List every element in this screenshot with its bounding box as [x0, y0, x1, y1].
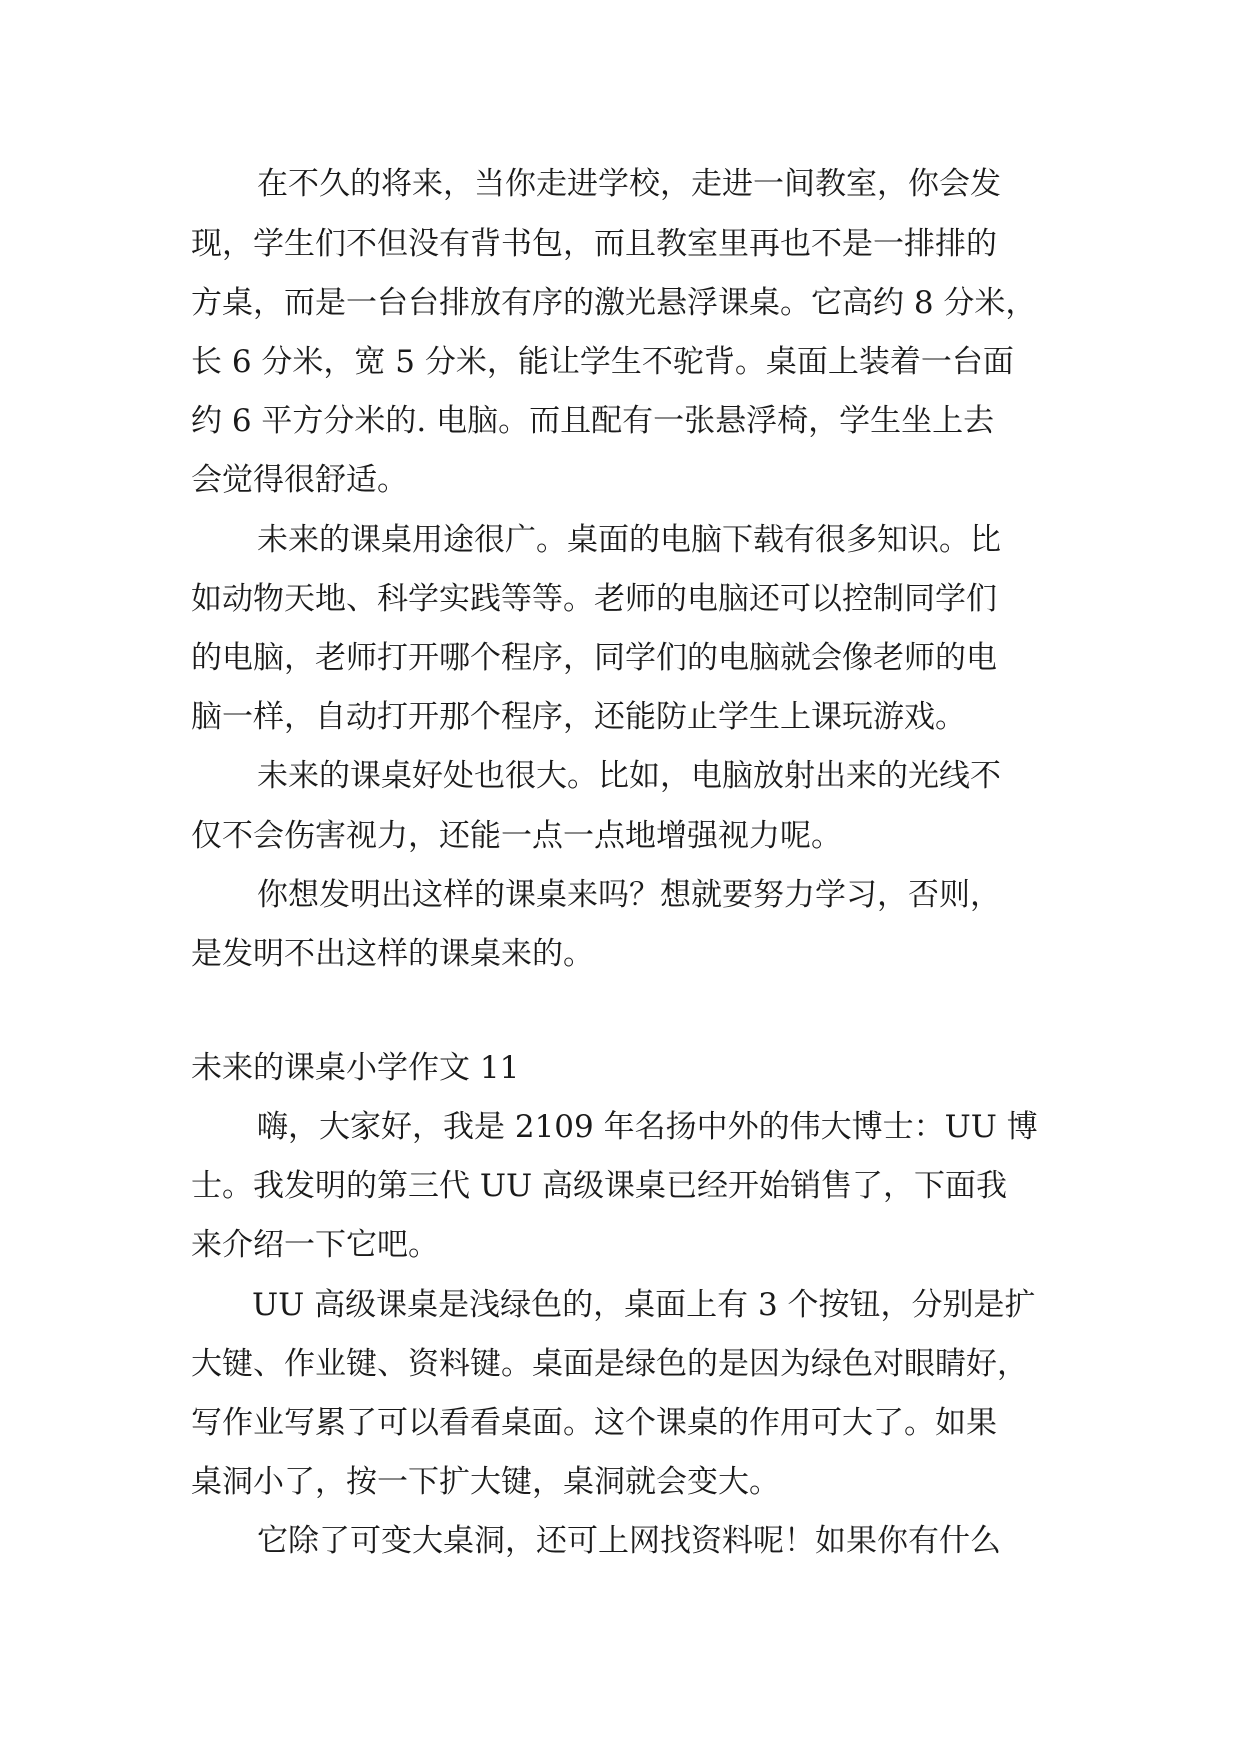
paragraph-line: 是发明不出这样的课桌来的。 [191, 936, 594, 972]
paragraph-line: 仅不会伤害视力，还能一点一点地增强视力呢。 [191, 818, 842, 854]
paragraph-line: 如动物天地、科学实践等等。老师的电脑还可以控制同学们 [191, 581, 997, 617]
paragraph-line: 脑一样，自动打开那个程序，还能防止学生上课玩游戏。 [191, 699, 966, 735]
paragraph-line: 嗨，大家好，我是 2109 年名扬中外的伟大博士：UU 博 [257, 1109, 1038, 1145]
paragraph-line: 未来的课桌好处也很大。比如，电脑放射出来的光线不 [257, 758, 1001, 794]
paragraph-line: 士。我发明的第三代 UU 高级课桌已经开始销售了，下面我 [191, 1168, 1007, 1204]
paragraph-line: 写作业写累了可以看看桌面。这个课桌的作用可大了。如果 [191, 1405, 997, 1441]
paragraph-line: 约 6 平方分米的. 电脑。而且配有一张悬浮椅，学生坐上去 [191, 403, 995, 439]
paragraph-line: 方桌，而是一台台排放有序的激光悬浮课桌。它高约 8 分米， [191, 285, 1037, 321]
paragraph-line: 来介绍一下它吧。 [191, 1227, 439, 1263]
section-title: 未来的课桌小学作文 11 [191, 1050, 520, 1086]
paragraph-line: 大键、作业键、资料键。桌面是绿色的是因为绿色对眼睛好， [191, 1346, 1028, 1382]
paragraph-line: 在不久的将来，当你走进学校，走进一间教室，你会发 [257, 166, 1001, 202]
paragraph-line: 会觉得很舒适。 [191, 462, 408, 498]
paragraph-line: UU 高级课桌是浅绿色的，桌面上有 3 个按钮，分别是扩 [252, 1287, 1036, 1323]
paragraph-line: 它除了可变大桌洞，还可上网找资料呢！如果你有什么 [257, 1523, 1001, 1559]
paragraph-line: 未来的课桌用途很广。桌面的电脑下载有很多知识。比 [257, 522, 1001, 558]
paragraph-line: 现，学生们不但没有背书包，而且教室里再也不是一排排的 [191, 226, 997, 262]
paragraph-line: 长 6 分米，宽 5 分米，能让学生不驼背。桌面上装着一台面 [191, 344, 1014, 380]
paragraph-line: 桌洞小了，按一下扩大键，桌洞就会变大。 [191, 1464, 780, 1500]
paragraph-line: 的电脑，老师打开哪个程序，同学们的电脑就会像老师的电 [191, 640, 997, 676]
paragraph-line: 你想发明出这样的课桌来吗？想就要努力学习，否则， [257, 877, 1001, 913]
